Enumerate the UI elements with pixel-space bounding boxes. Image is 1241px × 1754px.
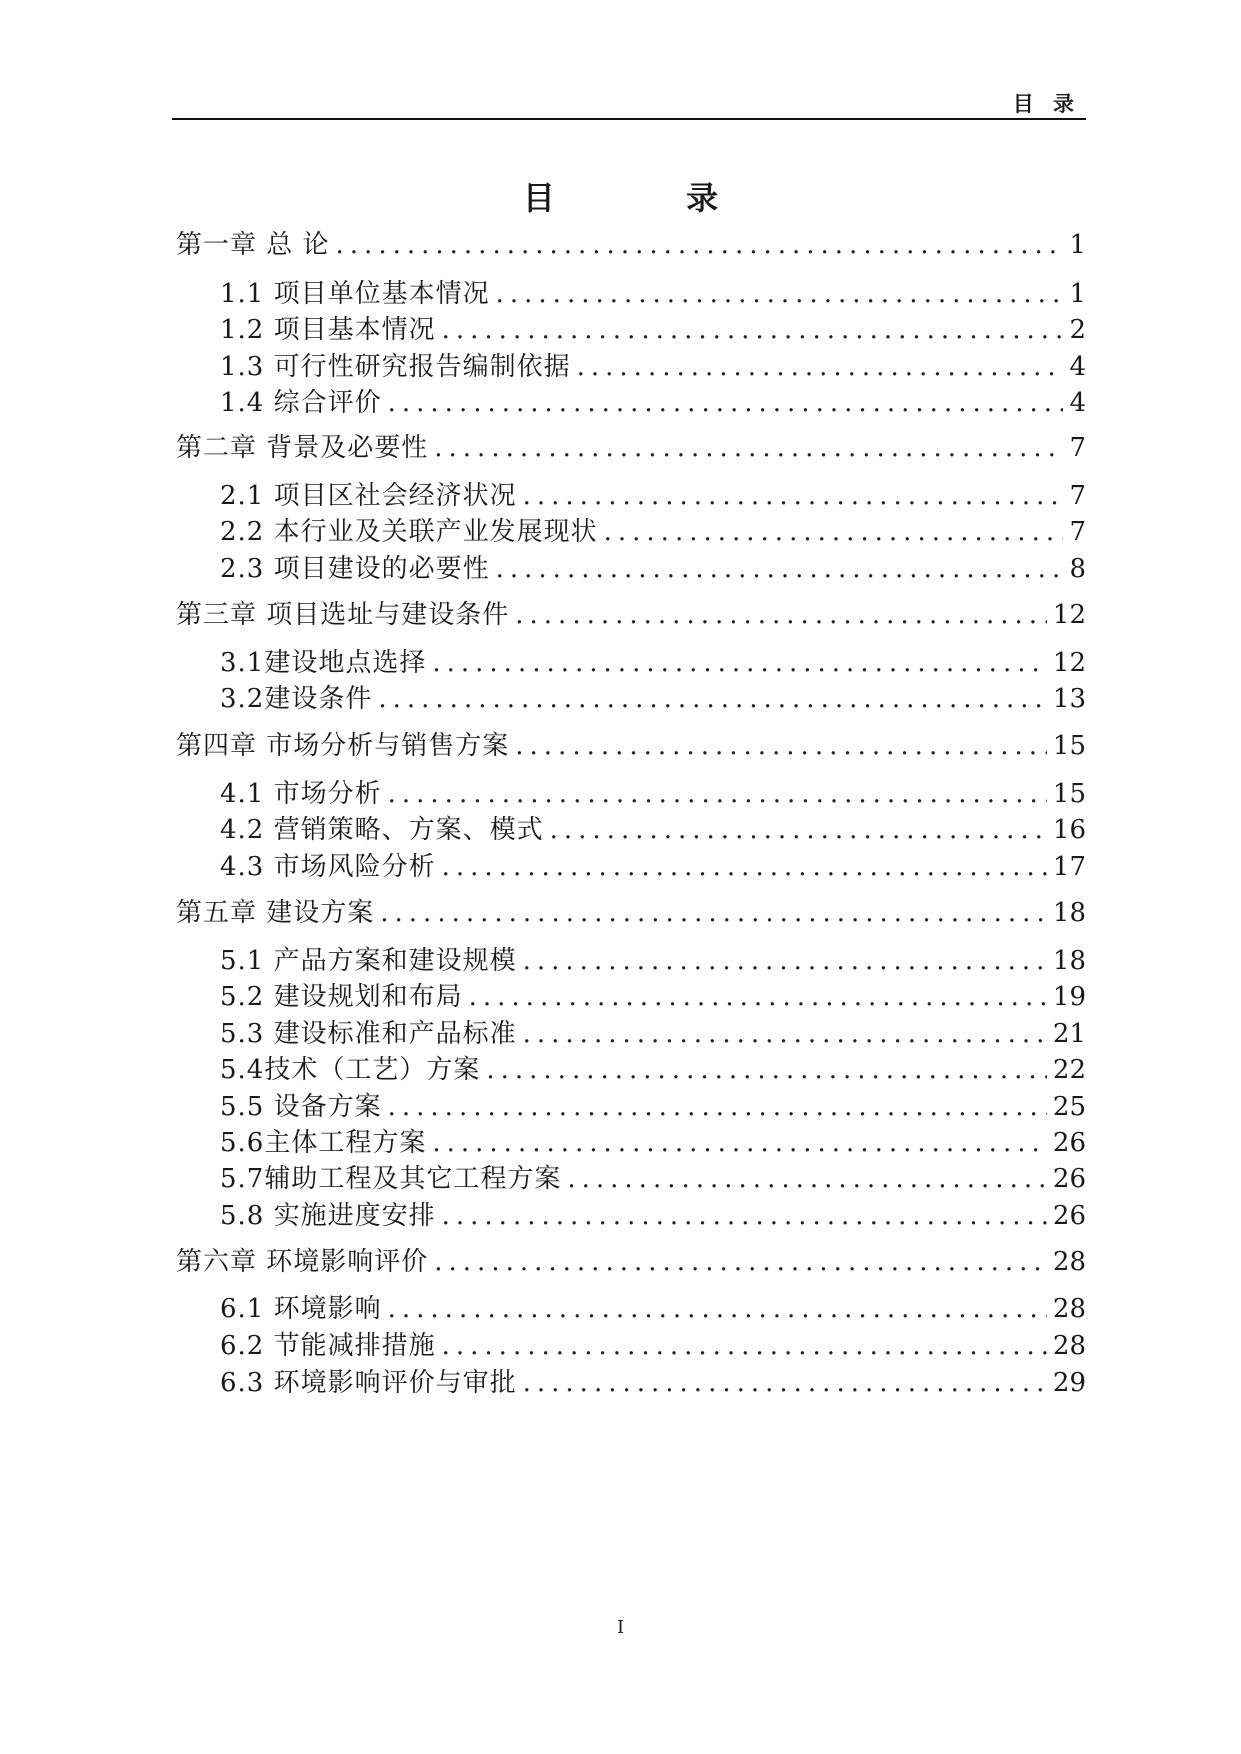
toc-entry-page: 21 (1052, 1019, 1086, 1049)
toc-dot-leader (378, 680, 1047, 718)
toc-section-entry[interactable] (220, 275, 1086, 313)
toc-entry-title: 1.1 项目单位基本情况 (220, 279, 490, 309)
toc-entry-page: 28 (1052, 1294, 1086, 1324)
toc-entry-title: 6.1 环境影响 (220, 1294, 382, 1324)
toc-entry-title: 5.1 产品方案和建设规模 (220, 946, 517, 976)
toc-entry-page: 12 (1052, 648, 1086, 678)
toc-entry-page: 15 (1052, 731, 1086, 761)
toc-chapter-entry[interactable] (176, 894, 1086, 932)
toc-entry-title: 2.2 本行业及关联产业发展现状 (220, 517, 598, 547)
toc-section-entry[interactable] (220, 513, 1086, 551)
toc-dot-leader (604, 513, 1064, 551)
toc-section-entry[interactable] (220, 775, 1086, 813)
toc-entry-title: 第三章 项目选址与建设条件 (176, 600, 510, 630)
toc-entry-title: 6.3 环境影响评价与审批 (220, 1368, 517, 1398)
toc-entry-title: 1.2 项目基本情况 (220, 315, 436, 345)
toc-entry-page: 28 (1052, 1247, 1086, 1277)
toc-section-entry[interactable] (220, 1015, 1086, 1053)
toc-entry-title: 1.4 综合评价 (220, 388, 382, 418)
toc-section-entry[interactable] (220, 477, 1086, 515)
toc-dot-leader (523, 942, 1047, 980)
toc-entry-title: 5.3 建设标准和产品标准 (220, 1019, 517, 1049)
toc-dot-leader (442, 1197, 1047, 1235)
toc-section-entry[interactable] (220, 848, 1086, 886)
toc-entry-title: 第一章 总 论 (176, 230, 330, 260)
toc-dot-leader (388, 384, 1064, 422)
toc-dot-leader (515, 727, 1047, 765)
toc-dot-leader (523, 1015, 1047, 1053)
toc-entry-page: 4 (1069, 352, 1086, 382)
toc-entry-page: 13 (1052, 684, 1086, 714)
toc-dot-leader (567, 1160, 1047, 1198)
toc-section-entry[interactable] (220, 942, 1086, 980)
toc-entry-title: 2.3 项目建设的必要性 (220, 554, 490, 584)
toc-section-entry[interactable] (220, 384, 1086, 422)
toc-dot-leader (523, 1364, 1047, 1402)
toc-dot-leader (523, 477, 1064, 515)
toc-entry-page: 2 (1069, 315, 1086, 345)
toc-dot-leader (434, 1243, 1047, 1281)
toc-entry-title: 1.3 可行性研究报告编制依据 (220, 352, 571, 382)
toc-section-entry[interactable] (220, 1290, 1086, 1328)
toc-dot-leader (577, 348, 1064, 386)
toc-section-entry[interactable] (220, 1327, 1086, 1365)
toc-entry-title: 5.7辅助工程及其它工程方案 (220, 1164, 562, 1194)
toc-section-entry[interactable] (220, 1124, 1086, 1162)
toc-dot-leader (380, 894, 1047, 932)
toc-entry-title: 第五章 建设方案 (176, 898, 375, 928)
toc-entry-page: 17 (1052, 852, 1086, 882)
toc-section-entry[interactable] (220, 680, 1086, 718)
toc-dot-leader (496, 275, 1064, 313)
toc-dot-leader (434, 429, 1063, 467)
toc-entry-page: 26 (1052, 1128, 1086, 1158)
toc-section-entry[interactable] (220, 644, 1086, 682)
toc-entry-page: 18 (1052, 946, 1086, 976)
toc-chapter-entry[interactable] (176, 596, 1086, 634)
toc-entry-title: 5.5 设备方案 (220, 1092, 382, 1122)
page-title: 目 录 (522, 179, 779, 217)
toc-section-entry[interactable] (220, 1160, 1086, 1198)
toc-section-entry[interactable] (220, 311, 1086, 349)
toc-entry-title: 5.4技术（工艺）方案 (220, 1055, 481, 1085)
toc-dot-leader (442, 848, 1047, 886)
toc-dot-leader (496, 550, 1064, 588)
toc-entry-page: 1 (1069, 279, 1086, 309)
toc-entry-page: 7 (1069, 481, 1086, 511)
toc-entry-page: 28 (1052, 1331, 1086, 1361)
toc-entry-page: 19 (1052, 982, 1086, 1012)
toc-entry-page: 25 (1052, 1092, 1086, 1122)
toc-entry-page: 18 (1052, 898, 1086, 928)
toc-entry-title: 5.6主体工程方案 (220, 1128, 427, 1158)
toc-dot-leader (432, 644, 1047, 682)
toc-entry-page: 26 (1052, 1201, 1086, 1231)
toc-dot-leader (388, 1290, 1047, 1328)
toc-section-entry[interactable] (220, 1088, 1086, 1126)
toc-dot-leader (442, 311, 1064, 349)
toc-entry-title: 5.8 实施进度安排 (220, 1201, 436, 1231)
toc-entry-title: 2.1 项目区社会经济状况 (220, 481, 517, 511)
toc-entry-page: 7 (1069, 517, 1086, 547)
toc-section-entry[interactable] (220, 1197, 1086, 1235)
toc-entry-title: 第二章 背景及必要性 (176, 433, 429, 463)
toc-entry-title: 3.1建设地点选择 (220, 648, 427, 678)
toc-section-entry[interactable] (220, 1051, 1086, 1089)
toc-dot-leader (336, 226, 1064, 264)
toc-entry-page: 1 (1069, 230, 1086, 260)
toc-chapter-entry[interactable] (176, 1243, 1086, 1281)
toc-entry-page: 29 (1052, 1368, 1086, 1398)
toc-entry-page: 16 (1052, 815, 1086, 845)
toc-entry-page: 8 (1069, 554, 1086, 584)
toc-entry-title: 5.2 建设规划和布局 (220, 982, 463, 1012)
toc-entry-page: 22 (1052, 1055, 1086, 1085)
toc-entry-title: 第六章 环境影响评价 (176, 1247, 429, 1277)
toc-dot-leader (432, 1124, 1047, 1162)
page-number: I (616, 1617, 625, 1638)
toc-entry-page: 7 (1069, 433, 1086, 463)
toc-section-entry[interactable] (220, 1364, 1086, 1402)
toc-dot-leader (550, 811, 1047, 849)
toc-dot-leader (486, 1051, 1047, 1089)
toc-dot-leader (515, 596, 1047, 634)
toc-section-entry[interactable] (220, 348, 1086, 386)
toc-entry-title: 4.3 市场风险分析 (220, 852, 436, 882)
toc-entry-title: 4.2 营销策略、方案、模式 (220, 815, 544, 845)
toc-entry-page: 4 (1069, 388, 1086, 418)
toc-dot-leader (388, 1088, 1047, 1126)
toc-section-entry[interactable] (220, 811, 1086, 849)
toc-chapter-entry[interactable] (176, 226, 1086, 264)
toc-entry-page: 15 (1052, 779, 1086, 809)
toc-entry-title: 6.2 节能减排措施 (220, 1331, 436, 1361)
toc-chapter-entry[interactable] (176, 429, 1086, 467)
running-header-title: 目 录 (1012, 92, 1080, 116)
toc-dot-leader (442, 1327, 1047, 1365)
toc-entry-page: 12 (1052, 600, 1086, 630)
toc-entry-page: 26 (1052, 1164, 1086, 1194)
toc-entry-title: 3.2建设条件 (220, 684, 373, 714)
toc-chapter-entry[interactable] (176, 727, 1086, 765)
toc-section-entry[interactable] (220, 550, 1086, 588)
toc-entry-title: 4.1 市场分析 (220, 779, 382, 809)
toc-dot-leader (469, 978, 1047, 1016)
toc-entry-title: 第四章 市场分析与销售方案 (176, 731, 510, 761)
toc-dot-leader (388, 775, 1047, 813)
toc-section-entry[interactable] (220, 978, 1086, 1016)
